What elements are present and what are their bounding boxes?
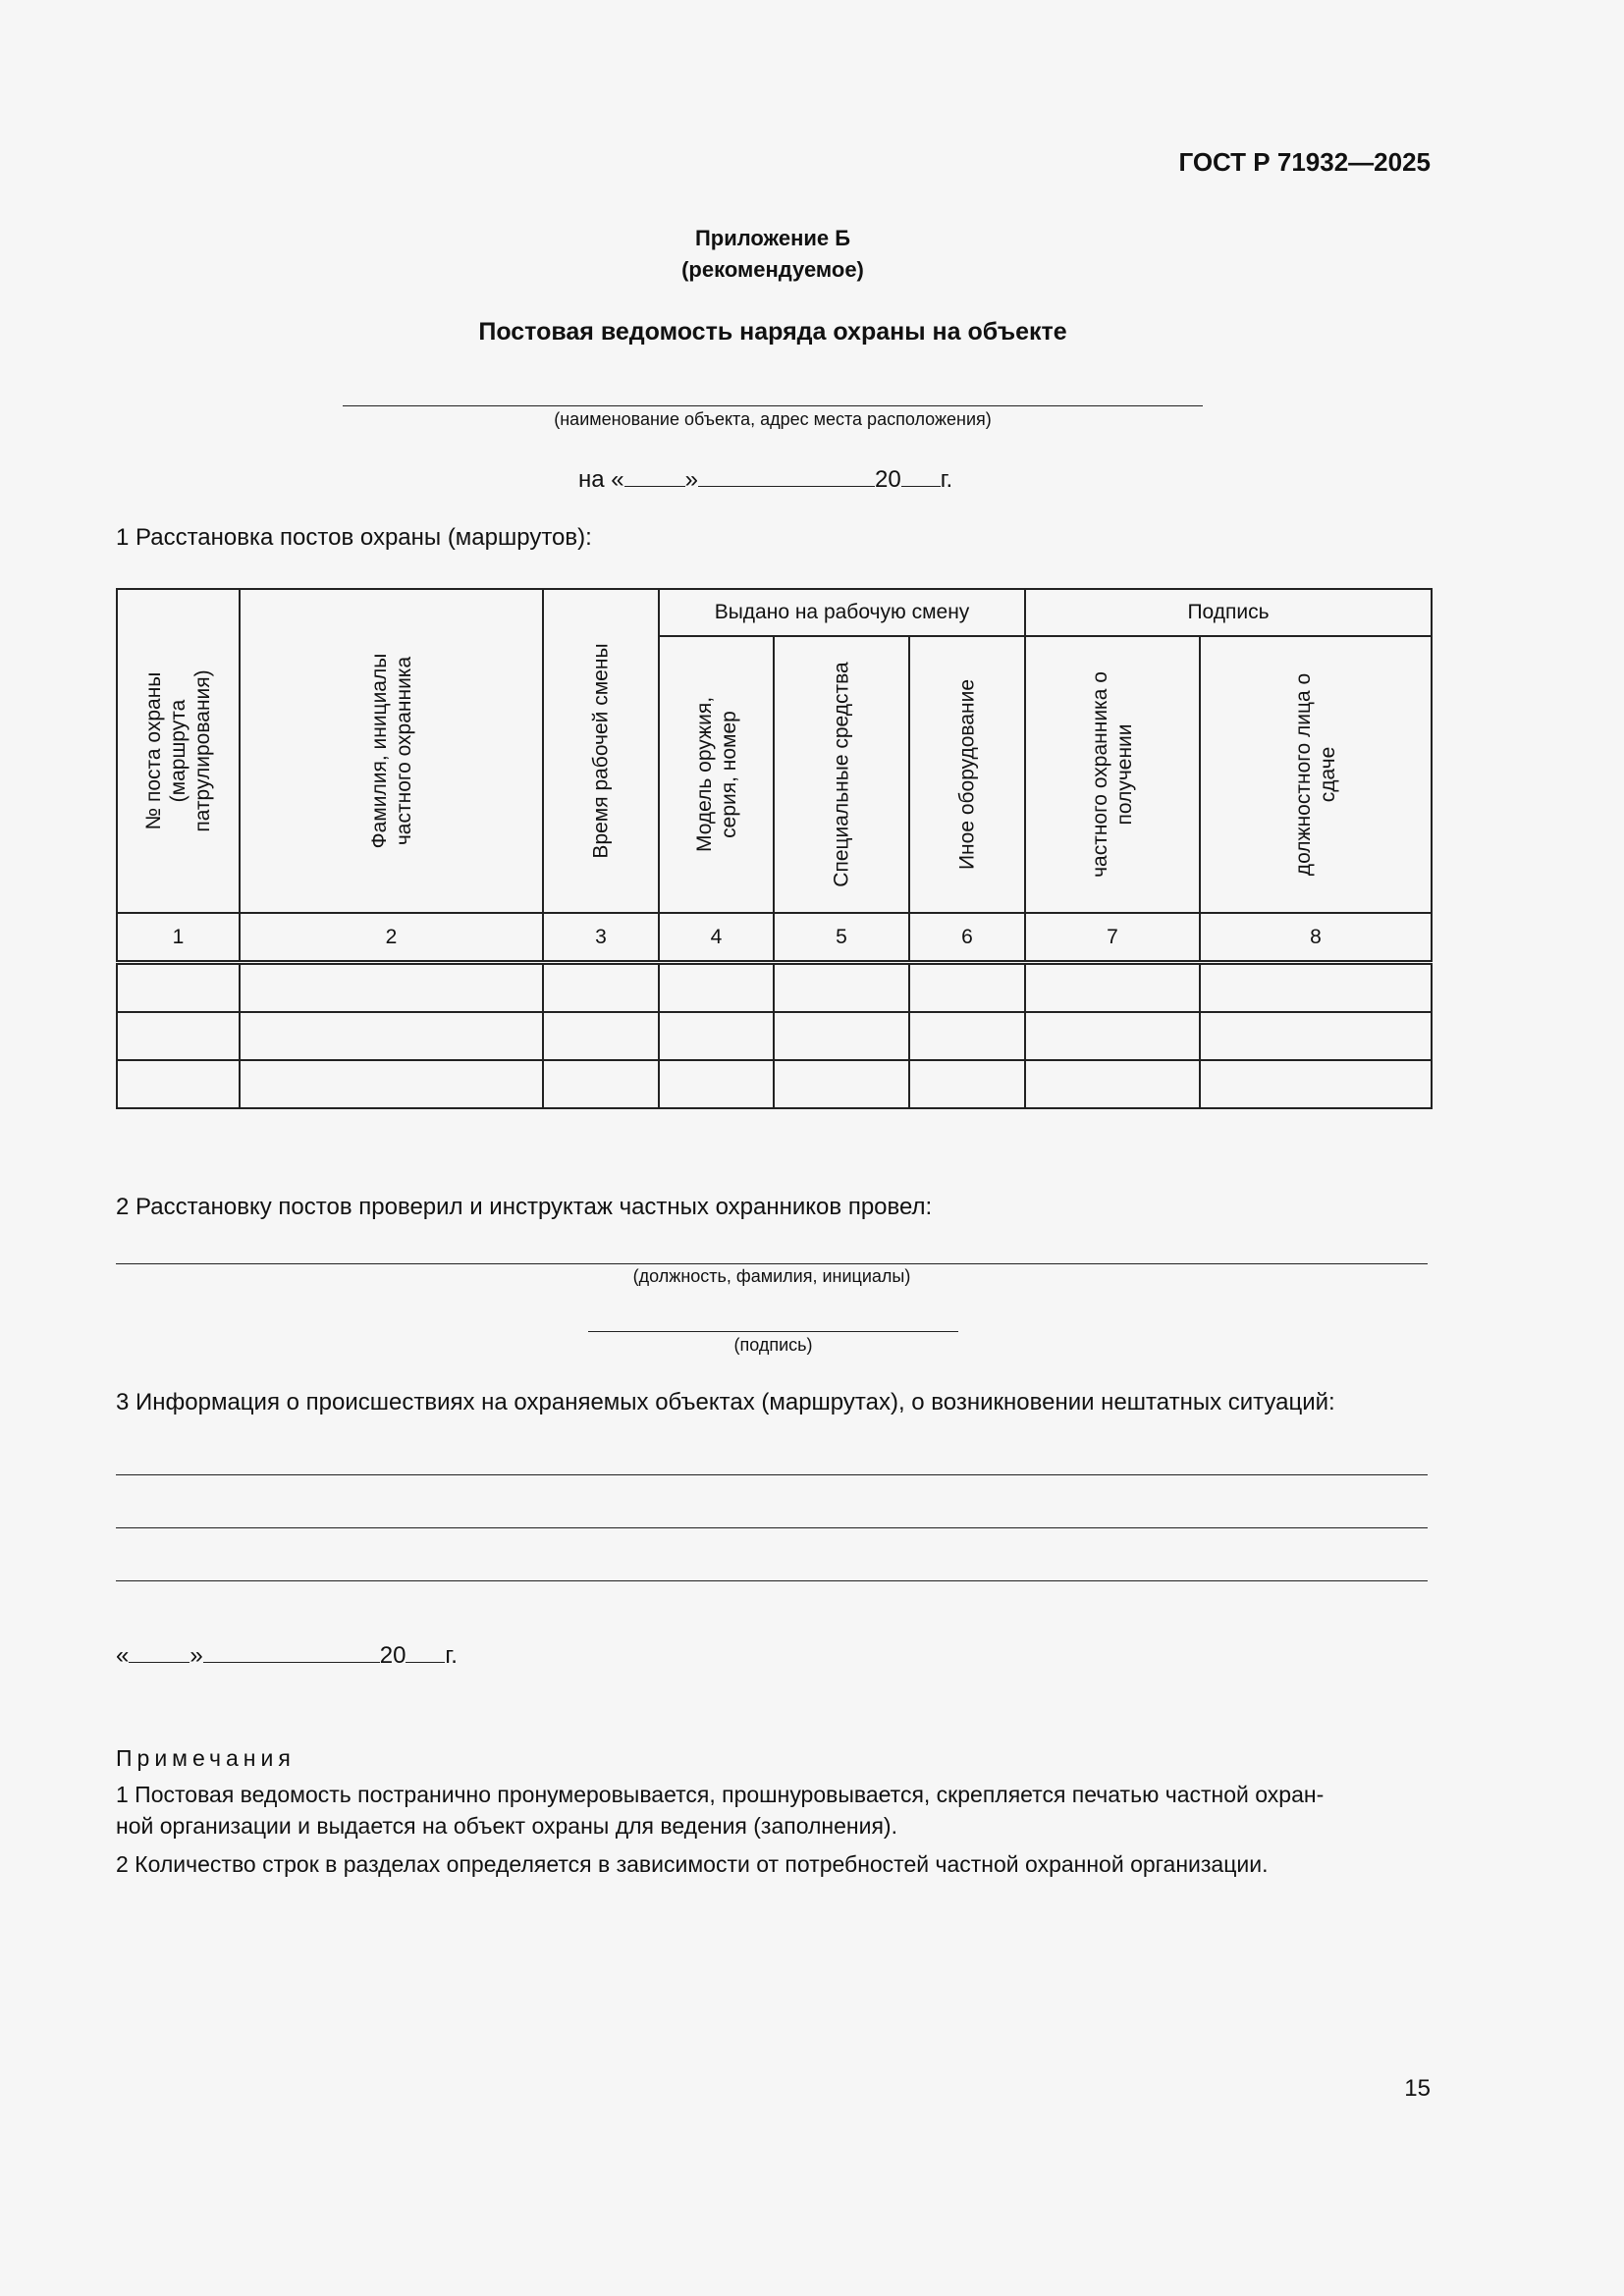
note-line: 2 Количество строк в разделах определяется в зависимости от потребностей частной охранной организации. (116, 1851, 1269, 1877)
section3-title: 3 Информация о происшествиях на охраняемых объектах (маршрутах), о возникновении нештатных ситуаций: (116, 1389, 1335, 1415)
table-cell[interactable] (240, 963, 543, 1013)
date-month-blank[interactable] (698, 464, 875, 487)
position-name-caption: (должность, фамилия, инициалы) (632, 1266, 911, 1286)
signature-line[interactable] (588, 1331, 958, 1332)
date-prefix: на « (578, 466, 624, 493)
date-field-bottom (116, 1640, 458, 1670)
table-cell[interactable] (1025, 963, 1200, 1013)
col-header-4: Модель оружия, серия, номер (659, 636, 774, 913)
page-number: 15 (1404, 2075, 1431, 2102)
col-header-7: частного охранника о получении (1025, 636, 1200, 913)
col-header-1: № поста охраны (маршрута патрулирования) (117, 589, 240, 913)
table-row (117, 1060, 1432, 1108)
table-cell[interactable] (543, 1060, 659, 1108)
col-header-3: Время рабочей смены (543, 589, 659, 913)
table-cell[interactable] (909, 1012, 1025, 1060)
object-name-line[interactable] (343, 405, 1203, 406)
table-cell[interactable] (909, 1060, 1025, 1108)
appendix-status: (рекомендуемое) (681, 257, 864, 282)
col-header-5: Специальные средства (774, 636, 909, 913)
date-suffix: г. (445, 1642, 458, 1669)
col-number: 3 (543, 913, 659, 963)
col-number: 8 (1200, 913, 1432, 963)
position-name-line[interactable] (116, 1263, 1428, 1264)
group-header-signature: Подпись (1025, 589, 1432, 636)
date-year-blank[interactable] (901, 464, 941, 487)
document-code: ГОСТ Р 71932—2025 (1178, 147, 1431, 177)
table-row (117, 1012, 1432, 1060)
table-cell[interactable] (1025, 1012, 1200, 1060)
table-cell[interactable] (774, 1012, 909, 1060)
table-cell[interactable] (659, 1060, 774, 1108)
table-cell[interactable] (909, 963, 1025, 1013)
table-cell[interactable] (543, 963, 659, 1013)
table-cell[interactable] (1025, 1060, 1200, 1108)
incident-line[interactable] (116, 1527, 1428, 1528)
incident-line[interactable] (116, 1580, 1428, 1581)
date-month-blank[interactable] (203, 1640, 380, 1663)
col-header-6: Иное оборудование (909, 636, 1025, 913)
table-cell[interactable] (117, 1012, 240, 1060)
table-row (117, 963, 1432, 1013)
table-cell[interactable] (117, 1060, 240, 1108)
group-header-issued: Выдано на рабочую смену (659, 589, 1025, 636)
table-cell[interactable] (1200, 963, 1432, 1013)
note-line: ной организации и выдается на объект охраны для ведения (заполнения). (116, 1813, 897, 1839)
date-open: « (116, 1642, 130, 1669)
col-number: 2 (240, 913, 543, 963)
col-header-2: Фамилия, инициалы частного охранника (240, 589, 543, 913)
table-cell[interactable] (240, 1012, 543, 1060)
section1-title: 1 Расстановка постов охраны (маршрутов): (116, 524, 592, 551)
table-cell[interactable] (774, 1060, 909, 1108)
col-number: 7 (1025, 913, 1200, 963)
appendix-title: Приложение Б (694, 226, 851, 250)
post-assignment-table (116, 588, 1433, 1109)
table-cell[interactable] (1200, 1060, 1432, 1108)
date-day-blank[interactable] (624, 464, 685, 487)
col-number: 5 (774, 913, 909, 963)
date-mid: » (684, 466, 698, 493)
signature-caption: (подпись) (733, 1335, 813, 1355)
notes-title: Примечания (116, 1745, 296, 1771)
note-line: 1 Постовая ведомость постранично пронумеровывается, прошнуровывается, скрепляется печатью частной охран- (116, 1782, 1325, 1807)
section2-title: 2 Расстановку постов проверил и инструктаж частных охранников провел: (116, 1194, 933, 1220)
table-cell[interactable] (543, 1012, 659, 1060)
table-cell[interactable] (1200, 1012, 1432, 1060)
table-cell[interactable] (240, 1060, 543, 1108)
table-cell[interactable] (659, 1012, 774, 1060)
date-day-blank[interactable] (129, 1640, 189, 1663)
document-title: Постовая ведомость наряда охраны на объекте (478, 318, 1067, 346)
col-number: 4 (659, 913, 774, 963)
date-suffix: г. (940, 466, 953, 493)
table-cell[interactable] (659, 963, 774, 1013)
col-header-8: должностного лица о сдаче (1200, 636, 1432, 913)
date-field-top (578, 464, 952, 494)
object-name-caption: (наименование объекта, адрес места расположения) (554, 409, 992, 429)
incident-line[interactable] (116, 1474, 1428, 1475)
date-year: 20 (874, 466, 901, 493)
table-cell[interactable] (774, 963, 909, 1013)
date-mid: » (189, 1642, 203, 1669)
date-year-blank[interactable] (406, 1640, 445, 1663)
date-year: 20 (379, 1642, 406, 1669)
col-number: 1 (117, 913, 240, 963)
col-number: 6 (909, 913, 1025, 963)
table-cell[interactable] (117, 963, 240, 1013)
